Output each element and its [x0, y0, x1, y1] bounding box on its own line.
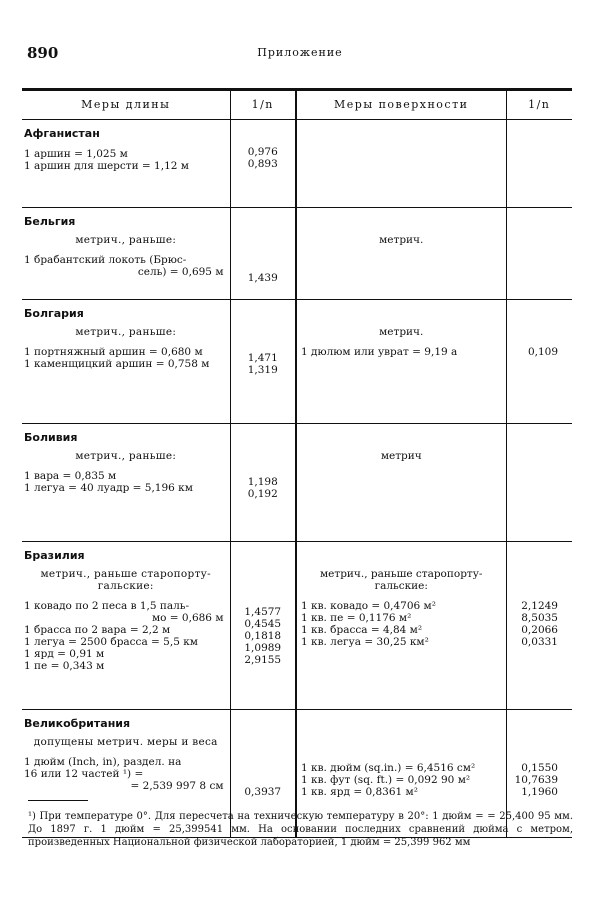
area-factor: 0,0331: [521, 636, 558, 648]
country-section: [22, 120, 572, 208]
area-factor: 2,1249: [521, 600, 558, 612]
length-note: допущены метрич. меры и веса: [33, 736, 218, 748]
area-factor-cell: [506, 542, 572, 710]
length-measure: 1 ковадо по 2 песа в 1,5 паль-: [24, 600, 190, 612]
area-factor-cell: [506, 120, 572, 208]
length-cell: [22, 120, 230, 208]
area-note: метрич., раньше старопорту-гальские:: [320, 568, 483, 592]
length-cell: [22, 424, 230, 542]
length-factor: [231, 260, 296, 272]
length-factor-cell: [230, 424, 296, 542]
area-measure: 1 кв. дюйм (sq.in.) = 6,4516 см²: [301, 762, 476, 774]
area-measure: 1 кв. пе = 0,1176 м²: [301, 612, 412, 624]
header-area-factor: 1/n: [506, 90, 572, 120]
country-section: [22, 300, 572, 424]
length-factor: [231, 762, 296, 774]
length-factor: [231, 594, 296, 606]
country-name: Афганистан: [24, 127, 100, 140]
area-factor-cell: [506, 424, 572, 542]
area-note: метрич.: [379, 326, 424, 338]
length-factor: 1,4577: [244, 606, 282, 618]
length-factor: 1,439: [247, 272, 278, 284]
length-factor-cell: [230, 208, 296, 300]
length-measure: 1 аршин = 1,025 м: [24, 148, 128, 160]
length-measure: 1 аршин для шерсти = 1,12 м: [24, 160, 189, 172]
length-measure: 1 портняжный аршин = 0,680 м: [24, 346, 203, 358]
area-cell: [296, 542, 506, 710]
length-note: метрич., раньше:: [75, 326, 177, 338]
area-measure: 1 кв. брасса = 4,84 м²: [301, 624, 423, 636]
length-factor-cell: [230, 120, 296, 208]
length-factor: 0,3937: [244, 786, 282, 798]
area-measure: 1 кв. легуа = 30,25 км²: [301, 636, 429, 648]
length-factor: 0,976: [247, 146, 278, 158]
area-factor: 10,7639: [514, 774, 558, 786]
table-header-row: [22, 90, 572, 120]
length-factor: 0,1818: [244, 630, 282, 642]
area-measure: 1 кв. ковадо = 0,4706 м²: [301, 600, 436, 612]
area-factor-cell: [506, 300, 572, 424]
length-note: метрич., раньше:: [75, 450, 177, 462]
length-factor: 0,4545: [244, 618, 282, 630]
length-measure: 16 или 12 частей ¹) =: [24, 768, 144, 780]
length-factor: 2,9155: [244, 654, 282, 666]
area-cell: [296, 424, 506, 542]
country-name: Бельгия: [24, 215, 76, 228]
length-factor-cell: [230, 542, 296, 710]
area-cell: [296, 120, 506, 208]
length-factor: 1,319: [247, 364, 278, 376]
length-factor: 0,893: [247, 158, 278, 170]
country-name: Бразилия: [24, 549, 85, 562]
length-measure: 1 ярд = 0,91 м: [24, 648, 105, 660]
area-cell: [296, 208, 506, 300]
length-measure: 1 легуа = 40 луадр = 5,196 км: [24, 482, 193, 494]
length-measure: 1 брабантский локоть (Брюс-: [24, 254, 187, 266]
units-table: [22, 88, 572, 838]
length-measure: мо = 0,686 м: [151, 612, 224, 624]
length-cell: [22, 300, 230, 424]
footnote: ¹) При температуре 0°. Для пересчета на техническую температуру в 20°: 1 дюйм = = 25,400 95 мм. До 1897 г. 1 дюйм = 25,399541 мм. На основании последних сравнений дюйма с метром, произведенных Национальной физической лабораторией, 1 дюйм = 25,399 962 мм: [28, 811, 573, 848]
length-measure: 1 каменщицкий аршин = 0,758 м: [24, 358, 210, 370]
length-cell: [22, 542, 230, 710]
length-note: метрич., раньше:: [75, 234, 177, 246]
length-factor-cell: [230, 300, 296, 424]
area-factor: 8,5035: [521, 612, 558, 624]
length-measure: = 2,539 997 8 см: [130, 780, 224, 792]
area-factor: 1,1960: [521, 786, 558, 798]
length-factor: 0,192: [247, 488, 278, 500]
length-measure: 1 дюйм (Inch, in), раздел. на: [24, 756, 182, 768]
length-measure: 1 легуа = 2500 брасса = 5,5 км: [24, 636, 198, 648]
country-section: [22, 208, 572, 300]
area-factor: 0,109: [527, 346, 558, 358]
footnote-rule: [28, 800, 88, 801]
length-factor: 1,471: [247, 352, 278, 364]
length-measure: 1 брасса по 2 вара = 2,2 м: [24, 624, 171, 636]
length-factor: [231, 774, 296, 786]
area-note: метрич: [380, 450, 422, 462]
length-factor: 1,0989: [244, 642, 282, 654]
area-factor-cell: [506, 208, 572, 300]
area-cell: [296, 300, 506, 424]
country-name: Великобритания: [24, 717, 131, 730]
length-factor: 1,198: [247, 476, 278, 488]
header-length: Меры длины: [22, 90, 230, 120]
area-factor: 0,1550: [521, 762, 558, 774]
area-note: метрич.: [379, 234, 424, 246]
area-measure: 1 дюлюм или уврат = 9,19 а: [301, 346, 458, 358]
area-factor: 0,2066: [521, 624, 558, 636]
header-length-factor: 1/n: [230, 90, 296, 120]
area-measure: 1 кв. фут (sq. ft.) = 0,092 90 м²: [301, 774, 471, 786]
country-section: [22, 424, 572, 542]
page-number: 890: [27, 44, 59, 62]
length-measure: 1 вара = 0,835 м: [24, 470, 117, 482]
country-name: Боливия: [24, 431, 78, 444]
running-header: Приложение: [257, 46, 343, 59]
country-name: Болгария: [24, 307, 84, 320]
length-measure: 1 пе = 0,343 м: [24, 660, 105, 672]
country-section: [22, 542, 572, 710]
header-area: Меры поверхности: [296, 90, 506, 120]
length-measure: сель) = 0,695 м: [137, 266, 224, 278]
length-note: метрич., раньше старопорту-гальские:: [40, 568, 212, 592]
length-cell: [22, 208, 230, 300]
area-measure: 1 кв. ярд = 0,8361 м²: [301, 786, 418, 798]
